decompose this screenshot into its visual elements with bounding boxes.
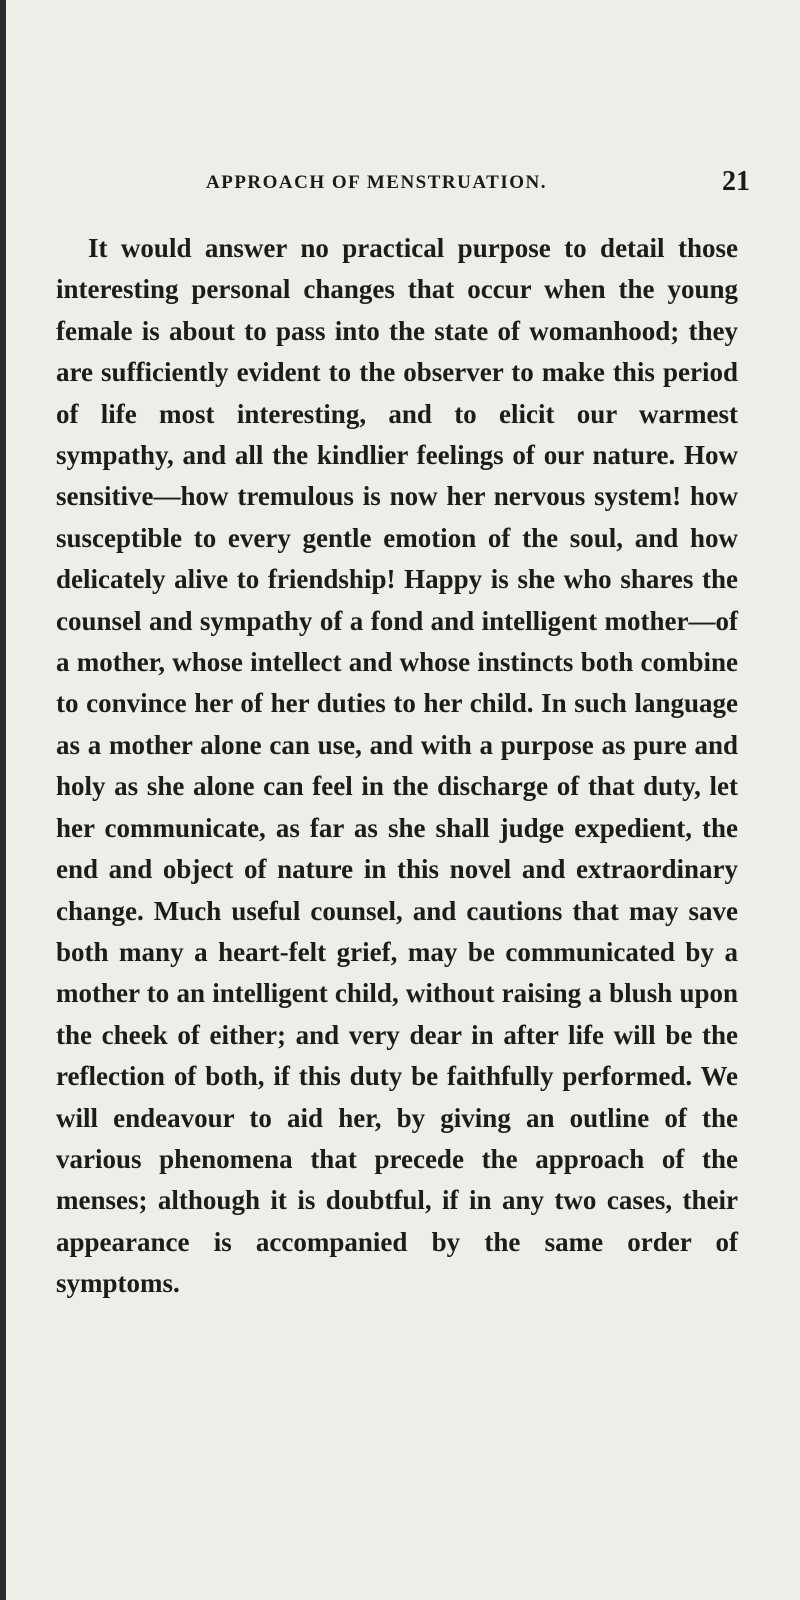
page-header bbox=[8, 168, 800, 198]
book-page bbox=[8, 0, 800, 1600]
page-number: 21 bbox=[722, 166, 750, 197]
page-binding-edge bbox=[0, 0, 6, 1600]
running-head: APPROACH OF MENSTRUATION. bbox=[206, 172, 547, 193]
body-paragraph: It would answer no practical purpose to detail those interesting personal changes that occur when the young female is about to pass into the state of womanhood; they are sufficiently evident to the observer to make this period of life most interesting, and to elicit our warmest sympathy, and all the kindlier feelings of our nature. How sensitive—how tremulous is now her nervous system! how susceptible to every gentle emotion of the soul, and how delicately alive to friendship! Happy is she who shares the counsel and sympathy of a fond and intelligent mother—of a mother, whose intellect and whose instincts both combine to convince her of her duties to her child. In such language as a mother alone can use, and with a purpose as pure and holy as she alone can feel in the discharge of that duty, let her communicate, as far as she shall judge expedient, the end and object of nature in this novel and extraordinary change. Much useful counsel, and cautions that may save both many a heart-felt grief, may be communicated by a mother to an intelligent child, without raising a blush upon the cheek of either; and very dear in after life will be the reflection of both, if this duty be faithfully performed. We will endeavour to aid her, by giving an outline of the various phenomena that precede the approach of the menses; although it is doubtful, if in any two cases, their appearance is accompanied by the same order of symptoms. bbox=[56, 233, 738, 1299]
